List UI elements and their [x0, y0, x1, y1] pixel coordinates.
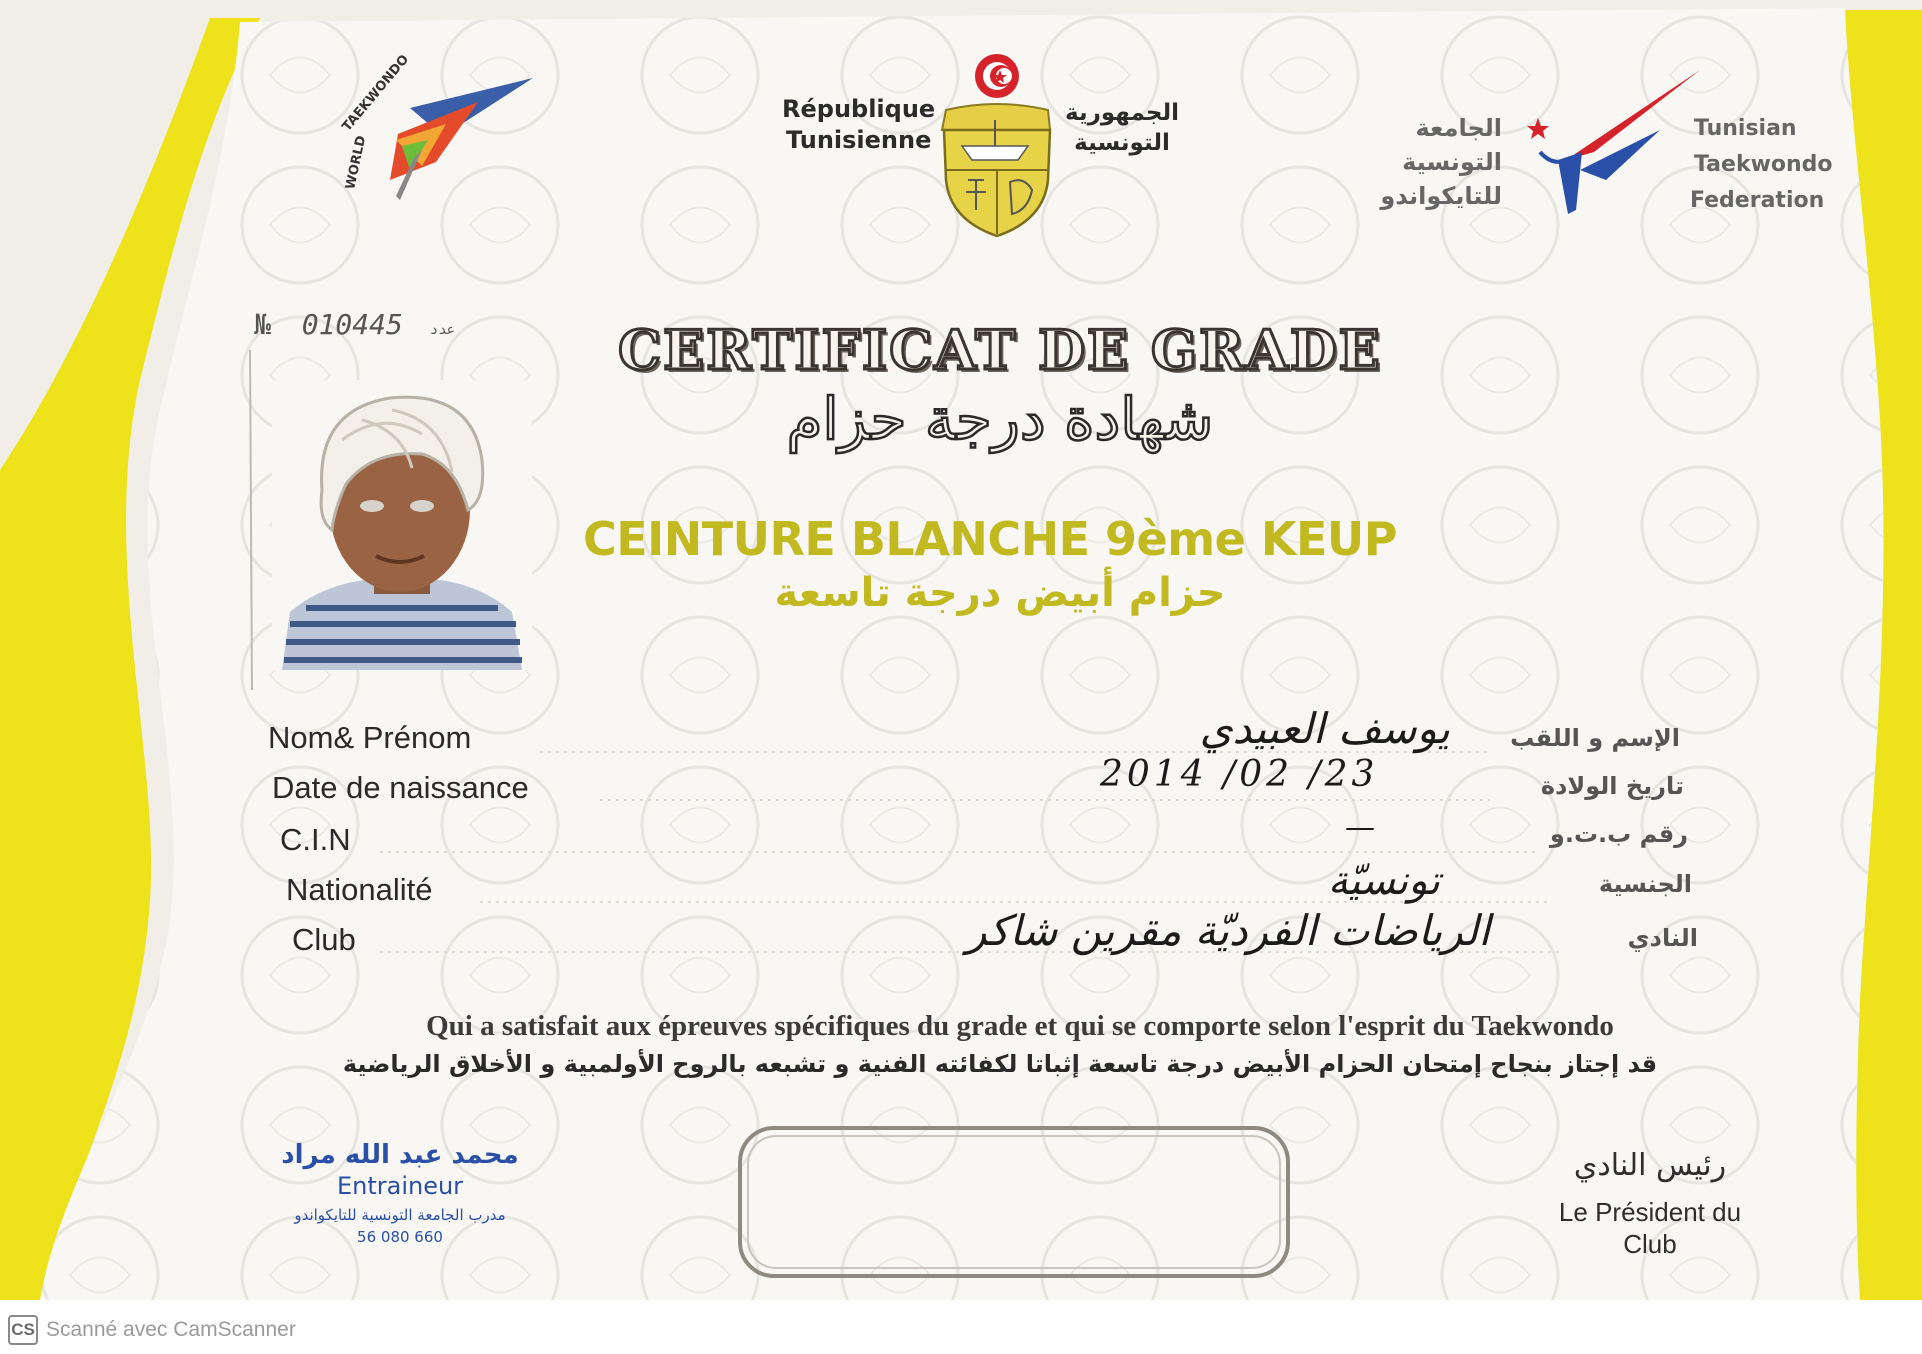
- camscanner-logo-icon: CS: [8, 1315, 38, 1345]
- grade-title: CEINTURE BLANCHE 9ème KEUP: [582, 512, 1398, 566]
- federation-en-line1: Tunisian: [1694, 116, 1797, 141]
- coach-stamp-line1: محمد عبد الله مراد: [281, 1140, 519, 1170]
- field-label-name: Nom& Prénom: [268, 720, 472, 755]
- field-label-nationality-ar: الجنسية: [1598, 870, 1692, 898]
- federation-en-line3: Federation: [1690, 188, 1825, 213]
- coach-stamp-line2: Entraineur: [336, 1172, 464, 1200]
- camscanner-text: Scanné avec CamScanner: [46, 1318, 296, 1341]
- statement-ar: قد إجتاز بنجاح إمتحان الحزام الأبيض درجة تاسعة إثباتا لكفائته الفنية و تشبعه بالروح الأولمبية و الأخلاق الرياضية: [342, 1050, 1658, 1078]
- field-value-nationality: تونسيّة: [1327, 858, 1440, 904]
- statement-fr: Qui a satisfait aux épreuves spécifiques du grade et qui se comporte selon l'esprit du Taekwondo: [426, 1010, 1614, 1042]
- number-ar: عدد: [429, 322, 456, 338]
- president-label-ar: رئيس النادي: [1573, 1148, 1727, 1183]
- field-label-nationality: Nationalité: [286, 872, 433, 907]
- coach-stamp-line3: مدرب الجامعة التونسية للتايكواندو: [294, 1206, 506, 1224]
- holder-photo: [272, 380, 532, 670]
- certificate-title: CERTIFICAT DE GRADE: [618, 318, 1382, 382]
- federation-en-line2: Taekwondo: [1694, 152, 1833, 177]
- federation-ar-line2: التونسية: [1402, 148, 1502, 176]
- number-prefix: №: [254, 308, 271, 341]
- field-label-club-ar: النادي: [1627, 924, 1698, 952]
- number-value: 010445: [301, 308, 403, 341]
- republic-ar-line2: التونسية: [1074, 130, 1170, 156]
- president-label-fr: [1520, 1196, 1780, 1260]
- field-label-name-ar: الإسم و اللقب: [1510, 724, 1680, 752]
- field-label-birthdate: Date de naissance: [272, 770, 529, 805]
- field-value-birthdate: 2014 /02 /23: [1100, 754, 1379, 795]
- world-taekwondo-logo: [318, 50, 558, 210]
- republic-fr-line1: République: [782, 95, 936, 123]
- field-value-club: الرياضات الفرديّة مقرين شاكر: [966, 906, 1490, 955]
- president-fr-line1: Le Président du: [1558, 1197, 1742, 1227]
- field-value-cin: —: [1345, 810, 1375, 845]
- president-fr-line2: Club: [1623, 1229, 1677, 1259]
- field-label-cin: C.I.N: [280, 822, 351, 857]
- grade-title-ar: حزام أبيض درجة تاسعة: [774, 570, 1226, 616]
- camscanner-footer: [8, 1312, 296, 1348]
- field-label-birthdate-ar: تاريخ الولادة: [1540, 772, 1684, 800]
- tunisia-coat-of-arms-icon: [932, 50, 1062, 240]
- federation-ar-line1: الجامعة: [1415, 114, 1502, 142]
- republic-fr-line2: Tunisienne: [786, 126, 932, 154]
- field-value-name: يوسف العبيدي: [1199, 704, 1450, 753]
- republic-ar-line1: الجمهورية: [1065, 100, 1179, 126]
- field-label-club: Club: [292, 922, 356, 957]
- field-label-cin-ar: رقم ب.ت.و: [1549, 820, 1688, 848]
- coach-stamp-phone: 56 080 660: [357, 1228, 443, 1246]
- svg-text:TAEKWONDO: TAEKWONDO: [339, 52, 413, 135]
- certificate-title-ar: شهادة درجة حزام: [786, 385, 1214, 453]
- certificate-number: [254, 308, 455, 341]
- coach-stamp: [250, 1140, 550, 1246]
- tunisian-taekwondo-federation-logo: [1510, 60, 1710, 220]
- federation-ar-line3: للتايكواندو: [1380, 182, 1502, 210]
- svg-text:WORLD: WORLD: [343, 134, 370, 191]
